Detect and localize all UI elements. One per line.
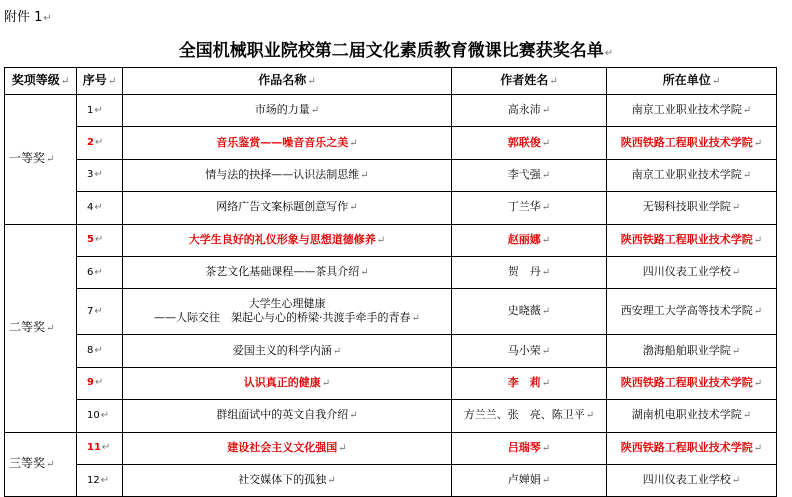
attachment-label: 附件 1↵ [4,10,52,25]
table-row [5,289,777,335]
row-number: 8↵ [77,335,123,367]
author-name: 郭联俊↵ [452,127,607,159]
header-author: 作者姓名↵ [452,68,607,95]
unit-name: 四川仪表工业学校↵ [607,256,777,288]
row-number: 10↵ [77,400,123,432]
table-row-highlight [5,127,777,159]
work-title: 音乐鉴赏——噪音音乐之美↵ [123,127,452,159]
row-number: 12↵ [77,464,123,496]
table-row [5,335,777,367]
work-title: 大学生心理健康 ——人际交往 架起心与心的桥梁·共渡手牵手的青春↵ [123,289,452,335]
table-row-highlight [5,224,777,256]
row-number: 6↵ [77,256,123,288]
unit-name: 湖南机电职业技术学院↵ [607,400,777,432]
work-title: 网络广告文案标题创意写作↵ [123,192,452,224]
row-number: 5↵ [77,224,123,256]
table-header-row [5,68,777,95]
unit-name: 南京工业职业技术学院↵ [607,159,777,191]
header-unit: 所在单位↵ [607,68,777,95]
author-name: 李 莉↵ [452,367,607,399]
table-row [5,159,777,191]
author-name: 丁兰华↵ [452,192,607,224]
unit-name: 无锡科技职业学院↵ [607,192,777,224]
table-row-highlight [5,367,777,399]
work-title: 情与法的抉择——认识法制思维↵ [123,159,452,191]
author-name: 卢婵娟↵ [452,464,607,496]
row-number: 3↵ [77,159,123,191]
unit-name: 南京工业职业技术学院↵ [607,95,777,127]
level-cell: 一等奖↵ [5,95,77,225]
table-row-highlight [5,432,777,464]
author-name: 方兰兰、张 亮、陈卫平↵ [452,400,607,432]
author-name: 吕瑞琴↵ [452,432,607,464]
work-title: 认识真正的健康↵ [123,367,452,399]
table-row [5,400,777,432]
table-row [5,464,777,496]
work-title: 社交媒体下的孤独↵ [123,464,452,496]
work-title: 建设社会主义文化强国↵ [123,432,452,464]
row-number: 4↵ [77,192,123,224]
header-work: 作品名称↵ [123,68,452,95]
row-number: 2↵ [77,127,123,159]
level-cell: 二等奖↵ [5,224,77,432]
unit-name: 陕西铁路工程职业技术学院↵ [607,224,777,256]
table-row [5,192,777,224]
row-number: 9↵ [77,367,123,399]
work-title: 市场的力量↵ [123,95,452,127]
author-name: 高永沛↵ [452,95,607,127]
header-level: 奖项等级↵ [5,68,77,95]
document-title: 全国机械职业院校第二届文化素质教育微课比赛获奖名单↵ [178,41,614,61]
author-name: 史晓薇↵ [452,289,607,335]
award-table [4,67,777,497]
unit-name: 陕西铁路工程职业技术学院↵ [607,367,777,399]
header-no: 序号↵ [77,68,123,95]
author-name: 马小荣↵ [452,335,607,367]
row-number: 1↵ [77,95,123,127]
unit-name: 陕西铁路工程职业技术学院↵ [607,127,777,159]
author-name: 赵丽娜↵ [452,224,607,256]
unit-name: 渤海船舶职业学院↵ [607,335,777,367]
work-title: 大学生良好的礼仪形象与思想道德修养↵ [123,224,452,256]
unit-name: 四川仪表工业学校↵ [607,464,777,496]
table-row [5,95,777,127]
author-name: 贺 丹↵ [452,256,607,288]
table-row [5,256,777,288]
row-number: 11↵ [77,432,123,464]
work-title: 爱国主义的科学内涵↵ [123,335,452,367]
work-title: 群组面试中的英文自我介绍↵ [123,400,452,432]
row-number: 7↵ [77,289,123,335]
unit-name: 陕西铁路工程职业技术学院↵ [607,432,777,464]
level-cell: 三等奖↵ [5,432,77,497]
unit-name: 西安理工大学高等技术学院↵ [607,289,777,335]
work-title: 茶艺文化基础课程——茶具介绍↵ [123,256,452,288]
author-name: 李弋强↵ [452,159,607,191]
